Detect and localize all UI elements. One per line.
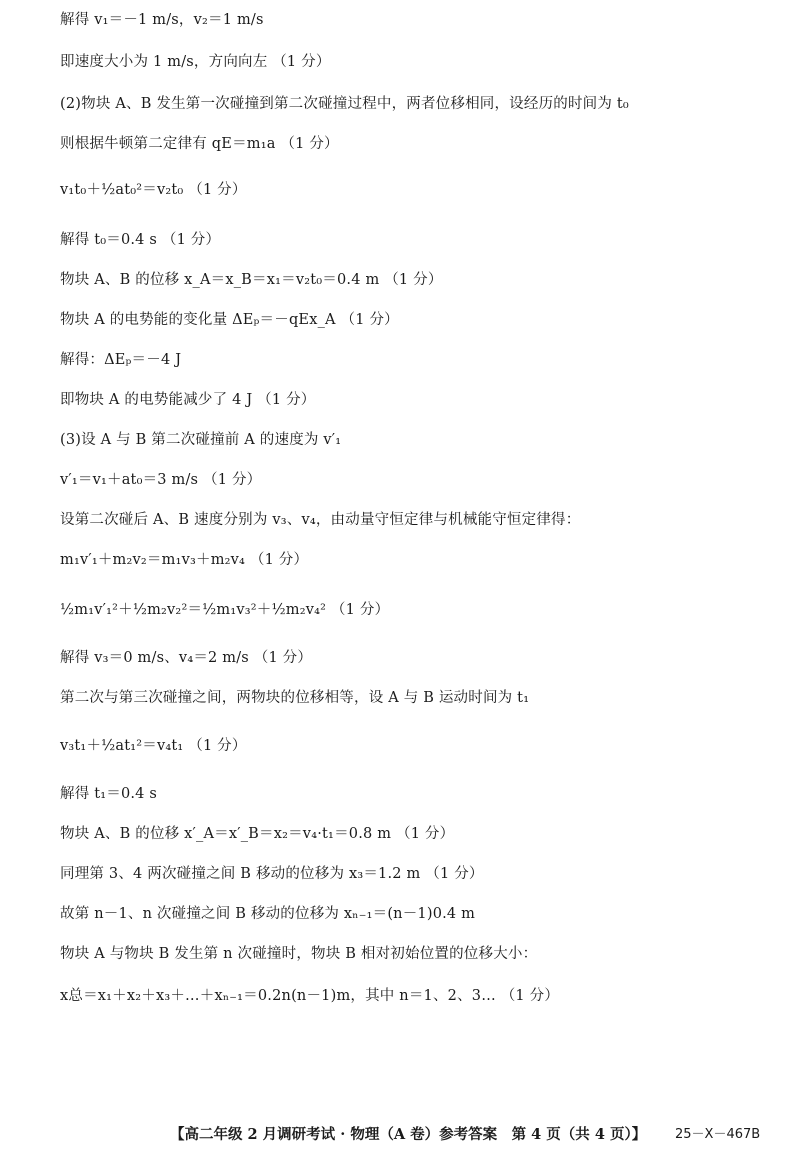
equation-line: v₃t₁＋½at₁²＝v₄t₁ （1 分）: [60, 738, 247, 754]
equation-line: ½m₁v′₁²＋½m₂v₂²＝½m₁v₃²＋½m₂v₄² （1 分）: [60, 602, 390, 618]
text-line: 物块 A 的电势能的变化量 ΔEₚ＝－qEx_A （1 分）: [60, 312, 399, 328]
text-line: (2)物块 A、B 发生第一次碰撞到第二次碰撞过程中，两者位移相同，设经历的时间为 t₀: [60, 96, 629, 112]
text-line: 解得 t₀＝0.4 s （1 分）: [60, 232, 221, 248]
footer-code: 25－X－467B: [675, 1127, 761, 1142]
text-line: 解得 v₁＝－1 m/s，v₂＝1 m/s: [60, 12, 264, 28]
text-line: 设第二次碰后 A、B 速度分别为 v₃、v₄，由动量守恒定律与机械能守恒定律得：: [60, 512, 581, 528]
text-line: (3)设 A 与 B 第二次碰撞前 A 的速度为 v′₁: [60, 432, 342, 448]
page-footer: [170, 1125, 770, 1145]
text-line: 解得：ΔEₚ＝－4 J: [60, 352, 182, 368]
equation-line: x总＝x₁＋x₂＋x₃＋…＋xₙ₋₁＝0.2n(n－1)m，其中 n＝1、2、3… （1 分）: [60, 988, 560, 1004]
equation-line: m₁v′₁＋m₂v₂＝m₁v₃＋m₂v₄ （1 分）: [60, 552, 309, 568]
text-line: 解得 t₁＝0.4 s: [60, 786, 158, 802]
text-line: 物块 A、B 的位移 x_A＝x_B＝x₁＝v₂t₀＝0.4 m （1 分）: [60, 272, 443, 288]
text-line: 则根据牛顿第二定律有 qE＝m₁a （1 分）: [60, 136, 339, 152]
text-line: 即物块 A 的电势能减少了 4 J （1 分）: [60, 392, 316, 408]
text-line: 即速度大小为 1 m/s，方向向左 （1 分）: [60, 54, 331, 70]
text-line: 解得 v₃＝0 m/s、v₄＝2 m/s （1 分）: [60, 650, 313, 666]
text-line: 第二次与第三次碰撞之间，两物块的位移相等，设 A 与 B 运动时间为 t₁: [60, 690, 530, 706]
text-line: 同理第 3、4 两次碰撞之间 B 移动的位移为 x₃＝1.2 m （1 分）: [60, 866, 484, 882]
footer-title: 【高二年级 2 月调研考试 · 物理（A 卷）参考答案 第 4 页（共 4 页）】: [170, 1126, 647, 1143]
equation-line: v′₁＝v₁＋at₀＝3 m/s （1 分）: [60, 472, 262, 488]
equation-line: v₁t₀＋½at₀²＝v₂t₀ （1 分）: [60, 182, 247, 198]
text-line: 物块 A 与物块 B 发生第 n 次碰撞时，物块 B 相对初始位置的位移大小：: [60, 946, 538, 962]
text-line: 物块 A、B 的位移 x′_A＝x′_B＝x₂＝v₄·t₁＝0.8 m （1 分）: [60, 826, 455, 842]
text-line: 故第 n－1、n 次碰撞之间 B 移动的位移为 xₙ₋₁＝(n－1)0.4 m: [60, 906, 476, 922]
